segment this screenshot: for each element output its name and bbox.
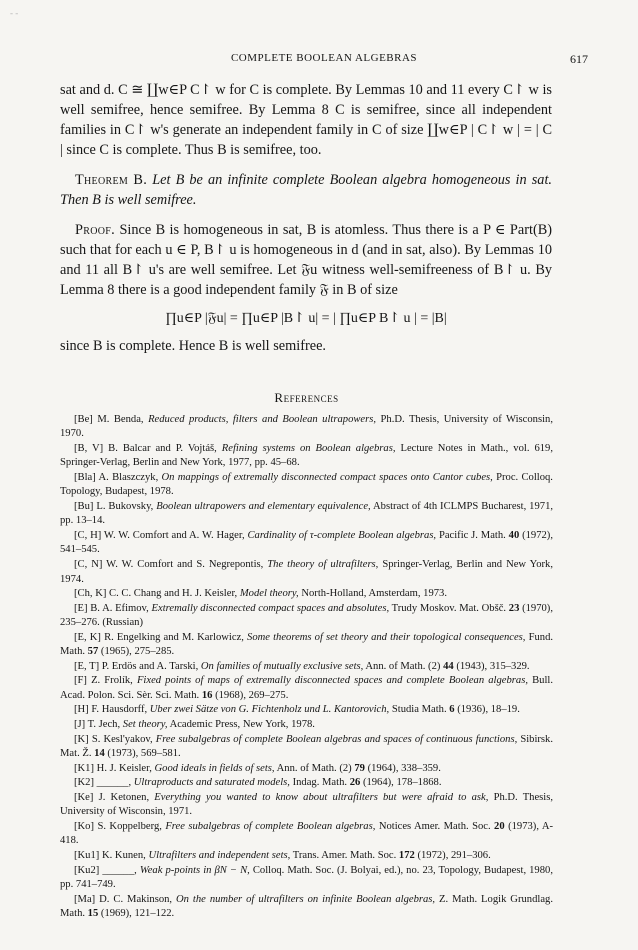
reference-authors: B. Balcar and P. Vojtáš, <box>108 442 217 454</box>
reference-authors: W. W. Comfort and S. Negrepontis, <box>106 559 264 571</box>
reference-source: Z. Math. Logik Grundlag. Math. <box>60 893 553 920</box>
reference-tag: [B, V] <box>74 442 104 454</box>
reference-pages: (1973), 569–581. <box>107 748 181 760</box>
reference-tag: [Ko] <box>74 820 95 832</box>
reference-volume: 20 <box>494 820 505 832</box>
reference-tag: [Ch, K] <box>74 588 107 600</box>
reference-source: Pacific J. Math. <box>438 529 506 541</box>
proof-paragraph <box>60 220 552 300</box>
reference-item <box>60 733 553 762</box>
reference-title: Cardinality of τ-complete Boolean algebras, <box>247 529 437 541</box>
reference-title: Ultraproducts and saturated models, <box>133 777 290 789</box>
reference-authors: C. C. Chang and H. J. Keisler, <box>109 588 238 600</box>
reference-item <box>60 500 553 529</box>
reference-title: Model theory, <box>239 588 299 600</box>
reference-source: Sibirsk. Mat. Ž. <box>60 733 553 760</box>
reference-tag: [Be] <box>74 413 93 425</box>
reference-authors: S. Kesl'yakov, <box>91 733 153 745</box>
reference-pages: (1936), 18–19. <box>457 704 520 716</box>
reference-authors: B. A. Efimov, <box>90 602 149 614</box>
reference-item <box>60 660 553 675</box>
reference-pages: (1943), 315–329. <box>456 660 530 672</box>
reference-source: Lecture Notes in Math., vol. 619, Springer-Verlag, Berlin and New York, 1977, pp. 45–68. <box>60 442 553 469</box>
reference-source: Bull. Acad. Polon. Sci. Sèr. Sci. Math. <box>60 675 553 701</box>
references-section <box>60 377 553 922</box>
running-title: COMPLETE BOOLEAN ALGEBRAS <box>230 52 418 64</box>
reference-item <box>60 602 553 631</box>
reference-pages: (1969), 121–122. <box>100 908 175 920</box>
reference-tag: [E, K] <box>74 631 101 643</box>
reference-volume: 16 <box>201 689 213 701</box>
reference-tag: [Bu] <box>74 500 94 512</box>
reference-pages: (1964), 178–1868. <box>362 777 442 789</box>
reference-title: On mappings of extremally disconnected compact spaces onto Cantor cubes, <box>161 471 493 483</box>
reference-item <box>60 587 553 602</box>
reference-authors: M. Benda, <box>97 413 144 425</box>
reference-tag: [F] <box>74 675 87 687</box>
display-formula: ∏u∈P |𝔉u| = ∏u∈P |B↾ u| = | ∏u∈P B↾ u | = |B| <box>165 311 447 326</box>
reference-list <box>60 413 553 922</box>
reference-tag: [E] <box>74 602 88 614</box>
reference-authors: S. Koppelberg, <box>97 820 162 832</box>
reference-source: North-Holland, Amsterdam, 1973. <box>301 588 448 600</box>
reference-source: Colloq. Math. Soc. (J. Bolyai, ed.), no. 23, Topology, Budapest, 1980, pp. 741–749. <box>60 864 553 891</box>
reference-tag: [E, T] <box>74 660 100 672</box>
reference-title: Free subalgebras of complete Boolean algebras and spaces of continuous functions, <box>155 733 518 745</box>
reference-pages: (1973), A-418. <box>60 820 553 847</box>
reference-title: Refining systems on Boolean algebras, <box>221 442 396 454</box>
reference-item <box>60 820 553 849</box>
reference-tag: [C, N] <box>74 559 103 571</box>
reference-tag: [H] <box>74 704 89 716</box>
reference-pages: (1964), 338–359. <box>367 762 441 774</box>
reference-item <box>60 762 553 777</box>
reference-item <box>60 849 553 864</box>
reference-volume: 57 <box>87 646 99 658</box>
reference-authors: J. Ketonen, <box>98 791 150 803</box>
page-header <box>60 52 588 68</box>
reference-title: Good ideals in fields of sets, <box>154 762 275 774</box>
reference-title: The theory of ultrafilters, <box>267 559 379 571</box>
reference-title: Set theory, <box>122 719 168 731</box>
reference-title: Everything you wanted to know about ultrafilters but were afraid to ask, <box>154 791 489 803</box>
reference-volume: 40 <box>508 529 520 541</box>
reference-title: Fixed points of maps of extremally disconnected spaces and complete Boolean algebras, <box>136 675 528 687</box>
reference-item <box>60 791 553 820</box>
reference-title: Uber zwei Sätze von G. Fichtenholz und L. Kantorovich, <box>149 704 390 716</box>
reference-pages: (1970), 235–276. (Russian) <box>60 602 553 629</box>
main-text <box>60 80 552 356</box>
reference-pages: (1968), 269–275. <box>215 689 289 701</box>
reference-tag: [C, H] <box>74 529 102 541</box>
theorem-b <box>60 170 552 210</box>
page-number: 617 <box>570 52 588 66</box>
reference-pages: (1965), 275–285. <box>100 646 175 658</box>
reference-authors: H. J. Keisler, <box>96 762 152 774</box>
reference-item <box>60 893 553 922</box>
reference-source: Springer-Verlag, Berlin and New York, 1974. <box>60 559 553 585</box>
reference-item <box>60 631 553 660</box>
paragraph-proof-end: sat and d. C ≅ ∐w∈P C↾ w for C is complete. By Lemmas 10 and 11 every C↾ w is well semifree, hence semifree. By Lemma 8 C is semifree, since all independent families in C↾ w's generate an independent family in C of size ∐w∈P | C↾ w | = | C | since C is complete. Thus B is semifree, too. <box>60 82 552 158</box>
reference-item <box>60 674 553 703</box>
reference-tag: [Ke] <box>74 791 94 803</box>
reference-item <box>60 718 553 733</box>
reference-title: Boolean ultrapowers and elementary equivalence, <box>156 500 371 512</box>
reference-source: Trudy Moskov. Mat. Obšč. <box>391 602 507 614</box>
conclusion: since B is complete. Hence B is well semifree. <box>60 338 327 354</box>
reference-volume: 14 <box>94 748 105 760</box>
stray-mark: - - <box>10 8 19 18</box>
reference-authors: K. Kunen, <box>101 849 146 861</box>
reference-item <box>60 703 553 718</box>
reference-volume: 6 <box>449 704 455 716</box>
reference-title: Reduced products, filters and Boolean ultrapowers, <box>148 413 377 425</box>
reference-volume: 15 <box>87 908 99 920</box>
reference-volume: 79 <box>354 762 365 774</box>
references-heading: References <box>274 390 339 405</box>
reference-source: Trans. Amer. Math. Soc. <box>292 849 397 861</box>
reference-item <box>60 442 553 471</box>
reference-source: Fund. Math. <box>60 631 554 658</box>
reference-tag: [K] <box>74 733 89 745</box>
theorem-label: Theorem B. <box>75 172 148 188</box>
reference-volume: 23 <box>508 602 520 614</box>
reference-authors: P. Erdös and A. Tarski, <box>101 660 199 672</box>
reference-title: Free subalgebras of complete Boolean algebras, <box>165 820 376 832</box>
reference-authors: ______, <box>96 777 132 789</box>
reference-source: Notices Amer. Math. Soc. <box>378 820 491 832</box>
reference-authors: A. Blaszczyk, <box>98 471 159 483</box>
reference-volume: 26 <box>349 777 361 789</box>
reference-item <box>60 776 553 791</box>
reference-tag: [K2] <box>74 777 95 789</box>
reference-tag: [Bla] <box>74 471 96 483</box>
reference-source: Ph.D. Thesis, University of Wisconsin, 1970. <box>60 413 553 440</box>
reference-source: Academic Press, New York, 1978. <box>169 719 315 731</box>
proof-label: Proof. <box>75 222 116 238</box>
reference-authors: F. Hausdorff, <box>91 704 148 716</box>
reference-authors: ______, <box>102 864 137 876</box>
reference-source: Abstract of 4th ICLMPS Bucharest, 1971, pp. 13–14. <box>60 500 554 527</box>
reference-tag: [Ku1] <box>74 849 100 861</box>
reference-source: Ph.D. Thesis, University of Wisconsin, 1971. <box>60 791 553 818</box>
reference-source: Indag. Math. <box>292 777 348 789</box>
reference-source: Ann. of Math. (2) <box>276 762 352 774</box>
reference-title: Weak p-points in βN − N, <box>139 864 250 876</box>
reference-pages: (1972), 291–306. <box>417 849 491 861</box>
reference-source: Proc. Colloq. Topology, Budapest, 1978. <box>60 471 553 498</box>
proof-text: Since B is homogeneous in sat, B is atomless. Thus there is a P ∈ Part(B) such that for each u ∈ P, B↾ u is homogeneous in d (and in sat, also). By Lemmas 10 and 11 all B↾ u's are well semifree. Let 𝔉u witness well-semifreeness of B↾ u. By Lemma 8 there is a good independent family 𝔉 in B of size <box>60 222 553 298</box>
reference-authors: R. Engelking and M. Karlowicz, <box>104 631 244 643</box>
reference-tag: [J] <box>74 719 86 731</box>
reference-authors: W. W. Comfort and A. W. Hager, <box>103 529 245 541</box>
reference-item <box>60 864 553 893</box>
reference-title: Some theorems of set theory and their topological consequences, <box>247 631 526 643</box>
reference-title: On the number of ultrafilters on infinite Boolean algebras, <box>176 893 436 905</box>
reference-title: Ultrafilters and independent sets, <box>148 849 291 861</box>
reference-title: Extremally disconnected compact spaces and absolutes, <box>151 602 390 614</box>
reference-volume: 44 <box>443 660 454 672</box>
reference-item <box>60 558 553 587</box>
reference-authors: D. C. Makinson, <box>99 893 173 905</box>
reference-authors: T. Jech, <box>87 719 121 731</box>
reference-source: Ann. of Math. (2) <box>365 660 441 672</box>
reference-source: Studia Math. <box>391 704 447 716</box>
reference-item <box>60 529 553 558</box>
reference-item <box>60 471 553 500</box>
reference-tag: [K1] <box>74 762 95 774</box>
reference-volume: 172 <box>398 849 415 861</box>
reference-title: On families of mutually exclusive sets, <box>200 660 364 672</box>
reference-authors: Z. Frolík, <box>91 675 133 687</box>
reference-item <box>60 413 553 442</box>
theorem-statement: Let B be an infinite complete Boolean algebra homogeneous in sat. Then B is well semifree. <box>60 172 552 208</box>
reference-pages: (1972), 541–545. <box>60 529 553 556</box>
reference-tag: [Ma] <box>74 893 96 905</box>
reference-tag: [Ku2] <box>74 864 100 876</box>
reference-authors: L. Bukovsky, <box>96 500 154 512</box>
